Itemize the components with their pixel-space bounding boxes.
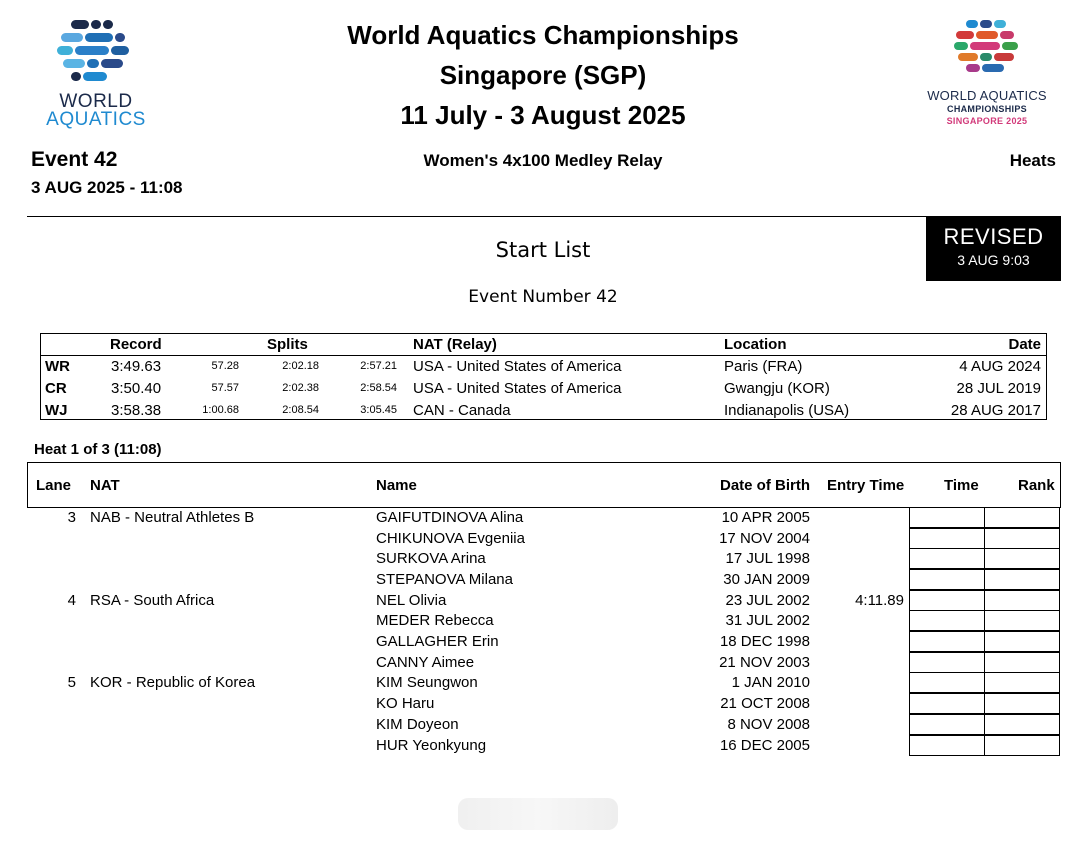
time-box (909, 610, 985, 631)
rank-box (984, 507, 1060, 528)
record-split-3: 2:58.54 (360, 382, 397, 394)
record-split-2: 2:08.54 (282, 404, 319, 416)
record-type: WJ (45, 402, 68, 419)
championship-title: World Aquatics Championships (347, 20, 739, 50)
athlete-name: HUR Yeonkyung (376, 737, 487, 754)
time-box (909, 507, 985, 528)
records-header-location: Location (724, 336, 787, 353)
championship-venue: Singapore (SGP) (439, 60, 647, 90)
athlete-dob: 21 OCT 2008 (720, 695, 810, 712)
athlete-dob: 17 JUL 1998 (725, 550, 810, 567)
time-box (909, 714, 985, 735)
record-time: 3:49.63 (111, 358, 162, 375)
record-nat: USA - United States of America (413, 358, 622, 375)
heat-header-name: Name (376, 477, 417, 494)
record-split-2: 2:02.38 (282, 382, 319, 394)
athlete-name: STEPANOVA Milana (376, 571, 513, 588)
athlete-dob: 1 JAN 2010 (731, 674, 810, 691)
revised-label: REVISED (943, 224, 1044, 249)
table-row (0, 528, 1080, 549)
athlete-dob: 23 JUL 2002 (725, 592, 810, 609)
document-subtitle: Event Number 42 (468, 287, 618, 307)
watermark (458, 798, 618, 830)
record-row (41, 378, 1046, 400)
record-split-1: 1:00.68 (202, 404, 239, 416)
lane-number: 4 (67, 592, 76, 609)
records-header-record: Record (110, 336, 162, 353)
rank-box (984, 693, 1060, 714)
record-type: WR (45, 358, 70, 375)
championships-logo-line2: CHAMPIONSHIPS (947, 104, 1027, 114)
athlete-dob: 10 APR 2005 (721, 509, 810, 526)
heat-header-nat: NAT (90, 477, 120, 494)
rank-box (984, 548, 1060, 569)
records-header (41, 334, 1046, 356)
time-box (909, 590, 985, 611)
table-row (0, 672, 1080, 693)
lane-number: 3 (67, 509, 76, 526)
header-divider (27, 216, 1061, 217)
athlete-name: MEDER Rebecca (376, 612, 494, 629)
championships-logo-line3: SINGAPORE 2025 (946, 116, 1028, 126)
time-box (909, 652, 985, 673)
records-header-nat: NAT (Relay) (413, 336, 497, 353)
athlete-name: KIM Seungwon (376, 674, 478, 691)
records-header-date: Date (1008, 336, 1041, 353)
athlete-dob: 16 DEC 2005 (719, 737, 810, 754)
record-type: CR (45, 380, 67, 397)
records-table (40, 333, 1047, 420)
time-box (909, 569, 985, 590)
record-location: Gwangju (KOR) (724, 380, 830, 397)
record-date: 4 AUG 2024 (959, 358, 1041, 375)
time-box (909, 735, 985, 756)
event-datetime: 3 AUG 2025 - 11:08 (31, 178, 183, 197)
athlete-dob: 21 NOV 2003 (719, 654, 810, 671)
athlete-name: GALLAGHER Erin (376, 633, 499, 650)
heat-table-header (27, 462, 1061, 508)
revised-badge (926, 216, 1061, 281)
championship-dates: 11 July - 3 August 2025 (400, 100, 686, 130)
table-row (0, 652, 1080, 673)
heat-label: Heat 1 of 3 (11:08) (34, 441, 162, 458)
table-row (0, 569, 1080, 590)
athlete-dob: 30 JAN 2009 (723, 571, 810, 588)
document-title: Start List (495, 238, 591, 262)
event-name: Women's 4x100 Medley Relay (423, 151, 663, 170)
record-split-1: 57.28 (211, 360, 239, 372)
record-row (41, 356, 1046, 378)
team-nat: KOR - Republic of Korea (90, 674, 256, 691)
record-split-2: 2:02.18 (282, 360, 319, 372)
rank-box (984, 631, 1060, 652)
event-phase: Heats (1009, 151, 1056, 170)
rank-box (984, 714, 1060, 735)
table-row (0, 735, 1080, 756)
record-time: 3:58.38 (111, 402, 162, 419)
athlete-name: KIM Doyeon (376, 716, 459, 733)
time-box (909, 693, 985, 714)
time-box (909, 528, 985, 549)
rank-box (984, 652, 1060, 673)
heat-header-dob: Date of Birth (720, 477, 810, 494)
team-nat: RSA - South Africa (90, 592, 215, 609)
world-aquatics-logo-word2: AQUATICS (46, 109, 146, 130)
record-date: 28 JUL 2019 (956, 380, 1041, 397)
heat-header-time: Time (944, 477, 979, 494)
athlete-dob: 18 DEC 1998 (719, 633, 810, 650)
world-aquatics-logo (26, 14, 166, 132)
event-number: Event 42 (31, 148, 118, 171)
record-location: Indianapolis (USA) (724, 402, 850, 419)
record-split-3: 2:57.21 (360, 360, 397, 372)
record-split-1: 57.57 (211, 382, 239, 394)
athlete-dob: 31 JUL 2002 (725, 612, 810, 629)
table-row (0, 507, 1080, 528)
entry-time: 4:11.89 (855, 592, 904, 609)
table-row (0, 548, 1080, 569)
record-split-3: 3:05.45 (360, 404, 397, 416)
athlete-name: KO Haru (376, 695, 435, 712)
record-nat: CAN - Canada (413, 402, 511, 419)
record-row (41, 400, 1046, 422)
athlete-dob: 8 NOV 2008 (727, 716, 810, 733)
athlete-name: GAIFUTDINOVA Alina (376, 509, 524, 526)
rank-box (984, 672, 1060, 693)
championships-logo-line1: WORLD AQUATICS (927, 88, 1047, 103)
rank-box (984, 528, 1060, 549)
table-row (0, 610, 1080, 631)
record-date: 28 AUG 2017 (950, 402, 1041, 419)
heat-header-entry-time: Entry Time (827, 477, 905, 494)
rank-box (984, 590, 1060, 611)
table-row (0, 631, 1080, 652)
world-aquatics-logo-icon (57, 18, 135, 84)
world-aquatics-logo-word1: WORLD (59, 91, 133, 112)
athlete-dob: 17 NOV 2004 (719, 530, 810, 547)
championships-logo (912, 14, 1062, 132)
athlete-name: CANNY Aimee (376, 654, 475, 671)
lane-number: 5 (67, 674, 76, 691)
rank-box (984, 569, 1060, 590)
athlete-name: NEL Olivia (376, 592, 447, 609)
table-row (0, 693, 1080, 714)
record-nat: USA - United States of America (413, 380, 622, 397)
time-box (909, 548, 985, 569)
rank-box (984, 610, 1060, 631)
record-time: 3:50.40 (111, 380, 162, 397)
team-nat: NAB - Neutral Athletes B (90, 509, 255, 526)
athlete-name: CHIKUNOVA Evgeniia (376, 530, 525, 547)
championships-logo-icon (952, 18, 1022, 78)
records-header-splits: Splits (267, 336, 308, 353)
table-row (0, 590, 1080, 611)
revised-time: 3 AUG 9:03 (957, 252, 1030, 268)
athlete-name: SURKOVA Arina (376, 550, 486, 567)
rank-box (984, 735, 1060, 756)
record-location: Paris (FRA) (724, 358, 803, 375)
time-box (909, 631, 985, 652)
heat-header-lane: Lane (36, 477, 72, 494)
time-box (909, 672, 985, 693)
table-row (0, 714, 1080, 735)
heat-header-rank: Rank (1018, 477, 1055, 494)
